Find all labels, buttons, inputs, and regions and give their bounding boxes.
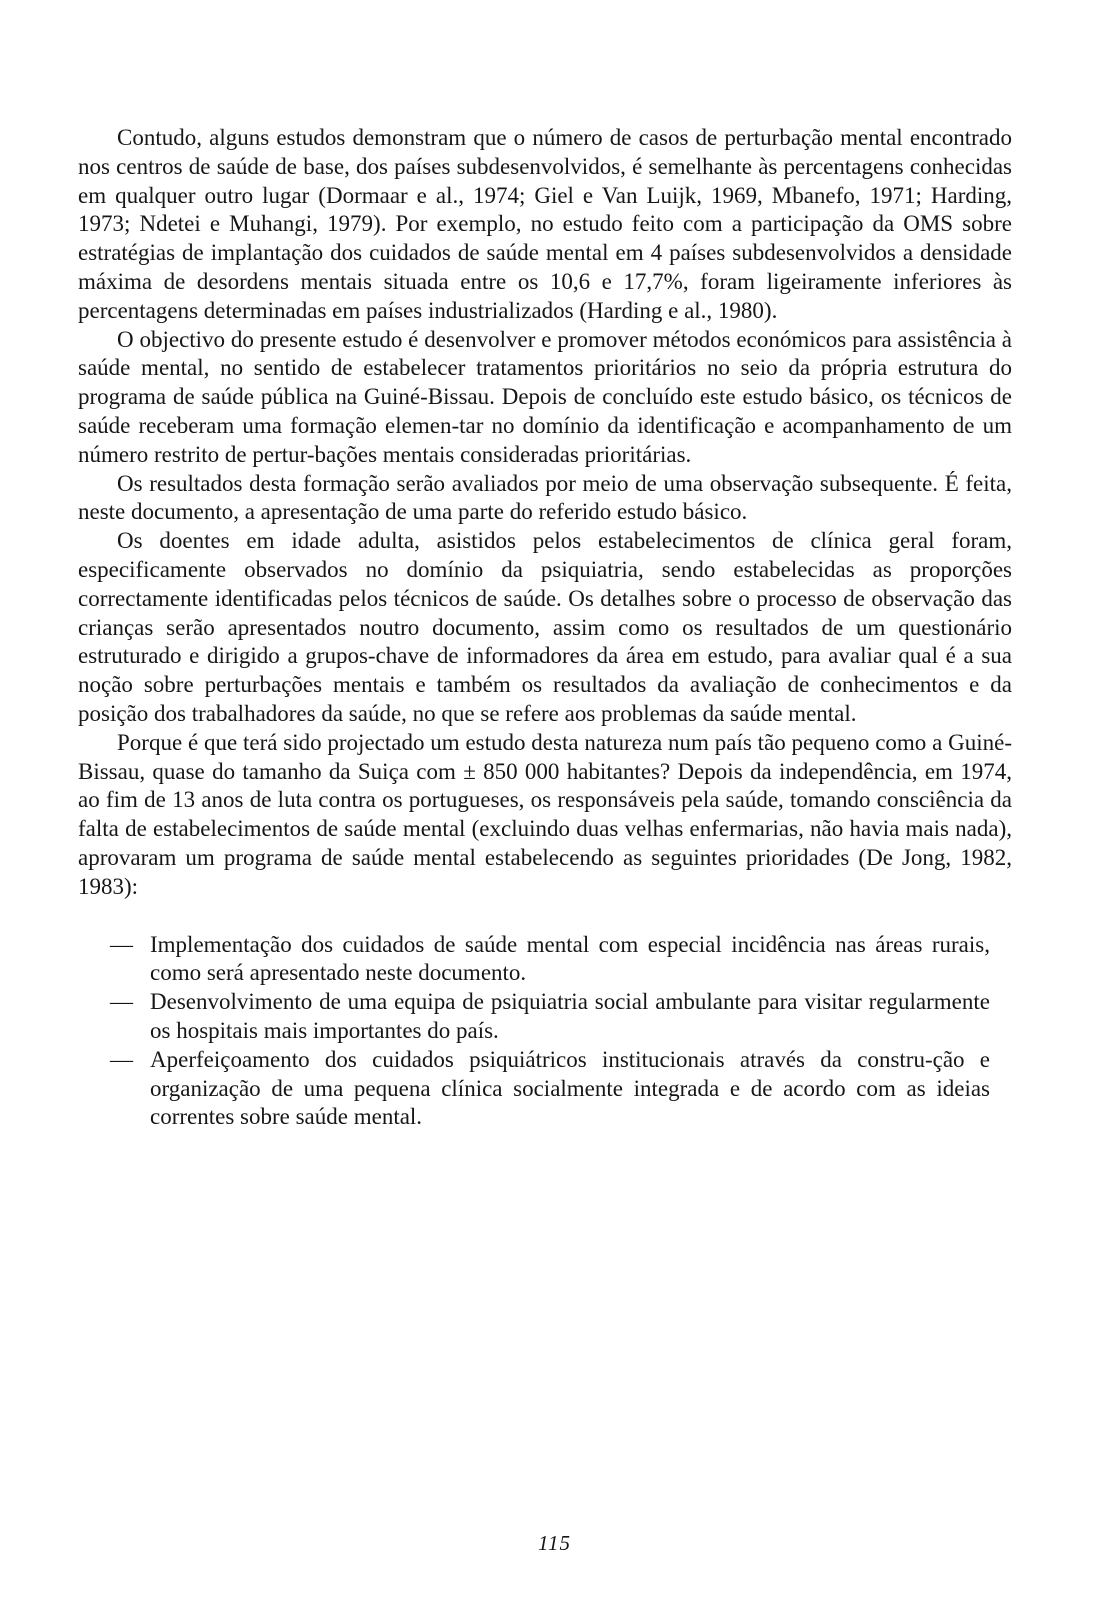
page-number: 115 (538, 1531, 571, 1555)
list-item-text: Implementação dos cuidados de saúde mental com especial incidência nas áreas rurais, como será apresentado neste documento. (150, 931, 990, 986)
page-body (78, 124, 1012, 1132)
list-dash: — (110, 1046, 133, 1072)
list-dash: — (110, 989, 133, 1015)
list-item (78, 1046, 1012, 1132)
list-item-text: Aperfeiçoamento dos cuidados psiquiátricos institucionais através da constru-ção e organização de uma pequena clínica socialmente integrada e de acordo com as ideias correntes sobre saúde mental. (150, 1046, 990, 1130)
priorities-list (78, 931, 1012, 1133)
paragraph-objective: O objectivo do presente estudo é desenvolver e promover métodos económicos para assistência à saúde mental, no sentido de estabelecer tratamentos prioritários no seio da própria estrutura do programa de saúde pública na Guiné-Bissau. Depois de concluído este estudo básico, os técnicos de saúde receberam uma formação elemen-tar no domínio da identificação e acompanhamento de um número restrito de pertur-bações mentais consideradas prioritárias. (78, 326, 1012, 467)
list-item (78, 988, 1012, 1046)
list-item (78, 931, 1012, 989)
paragraph-evaluation: Os resultados desta formação serão avaliados por meio de uma observação subsequente. É feita, neste documento, a apresentação de uma parte do referido estudo básico. (78, 470, 1012, 525)
list-dash: — (110, 931, 133, 957)
paragraph-adult-patients: Os doentes em idade adulta, asistidos pelos estabelecimentos de clínica geral foram, especificamente observados no domínio da psiquiatria, sendo estabelecidas as proporções correctamente identificadas pelos técnicos de saúde. Os detalhes sobre o processo de observação das crianças serão apresentados noutro documento, assim como os resultados de um questionário estruturado e dirigido a grupos-chave de informadores da área em estudo, para avaliar qual é a sua noção sobre perturbações mentais e também os resultados da avaliação de conhecimentos e da posição dos trabalhadores da saúde, no que se refere aos problemas da saúde mental. (78, 528, 1012, 726)
paragraph-rationale: Porque é que terá sido projectado um estudo desta natureza num país tão pequeno como a Guiné-Bissau, quase do tamanho da Suiça com ± 850 000 habitantes? Depois da independência, em 1974, ao fim de 13 anos de luta contra os portugueses, os responsáveis pela saúde, tomando consciência da falta de estabelecimentos de saúde mental (excluindo duas velhas enfermarias, não havia mais nada), aprovaram um programa de saúde mental estabelecendo as seguintes prioridades (De Jong, 1982, 1983): (78, 729, 1012, 899)
list-item-text: Desenvolvimento de uma equipa de psiquiatria social ambulante para visitar regularmente os hospitais mais importantes do país. (150, 989, 990, 1043)
paragraph-prevalence: Contudo, alguns estudos demonstram que o número de casos de perturbação mental encontrado nos centros de saúde de base, dos países subdesenvolvidos, é semelhante às percentagens conhecidas em qualquer outro lugar (Dormaar e al., 1974; Giel e Van Luijk, 1969, Mbanefo, 1971; Harding, 1973; Ndetei e Muhangi, 1979). Por exemplo, no estudo feito com a participação da OMS sobre estratégias de implantação dos cuidados de saúde mental em 4 países subdesenvolvidos a densidade máxima de desordens mentais situada entre os 10,6 e 17,7%, foram ligeiramente inferiores às percentagens determinadas em países industrializados (Harding e al., 1980). (78, 125, 1012, 323)
